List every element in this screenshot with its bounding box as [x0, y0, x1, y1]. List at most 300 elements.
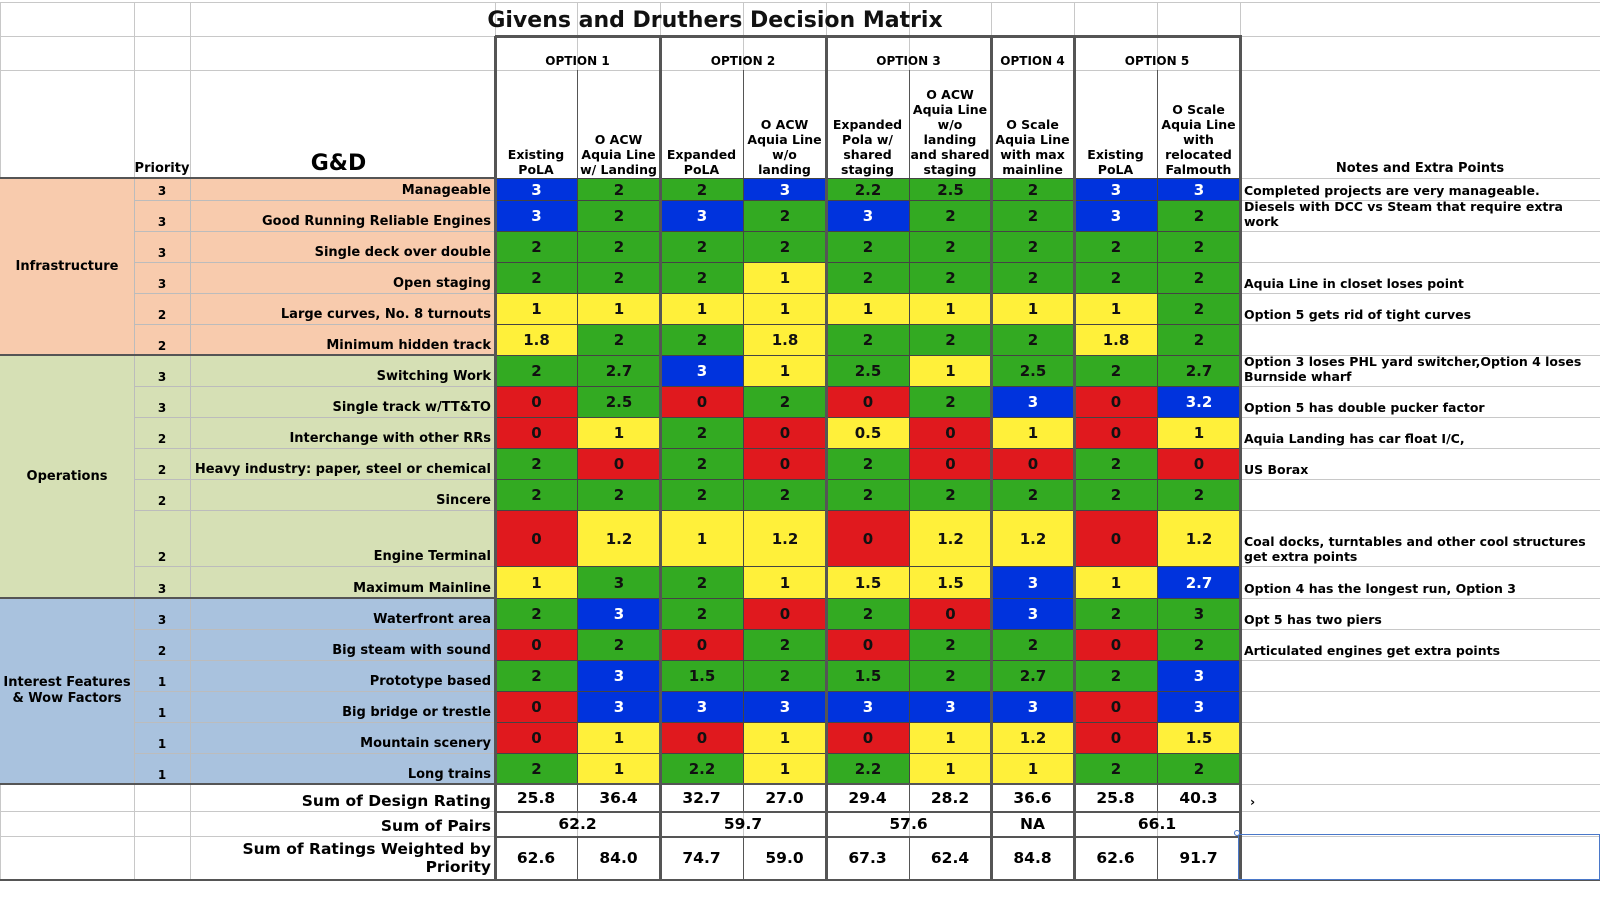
rating-cell[interactable]: 2 [991, 178, 1075, 201]
rating-cell[interactable]: 2 [909, 324, 992, 356]
rating-cell[interactable]: 3 [660, 355, 744, 387]
rating-cell[interactable]: 2 [909, 660, 992, 692]
rating-cell[interactable]: 2 [743, 660, 827, 692]
rating-cell[interactable]: 1 [909, 293, 992, 325]
rating-cell[interactable]: 2 [991, 262, 1075, 294]
option-group-header: OPTION 5 [1124, 54, 1190, 68]
rating-cell[interactable]: 2 [1157, 753, 1241, 785]
rating-cell[interactable]: 1.8 [495, 324, 578, 356]
rating-cell[interactable]: 1 [1074, 566, 1158, 599]
rating-cell[interactable]: 2.7 [991, 660, 1075, 692]
sum-weighted-value[interactable]: 84.8 [1013, 849, 1052, 867]
rating-cell[interactable]: 2.2 [660, 753, 744, 785]
rating-cell[interactable]: 1 [577, 293, 661, 325]
criterion-label: Manageable [401, 183, 491, 198]
grid-cell[interactable] [134, 836, 191, 881]
rating-cell[interactable]: 1 [909, 722, 992, 754]
rating-cell[interactable]: 1.8 [743, 324, 827, 356]
rating-cell[interactable]: 1 [1157, 417, 1241, 449]
priority-value: 2 [157, 494, 167, 508]
rating-cell[interactable]: 2 [577, 178, 661, 201]
option-group-header: OPTION 1 [545, 54, 610, 68]
note-text [1240, 691, 1600, 722]
sum-pairs-value[interactable]: NA [1020, 814, 1045, 833]
category-label: Interest Features & Wow Factors [3, 675, 131, 706]
rating-cell[interactable]: 1 [577, 753, 661, 785]
option-group-border [494, 36, 497, 880]
rating-cell[interactable]: 3 [1074, 178, 1158, 201]
rating-cell[interactable]: 2.7 [1157, 355, 1241, 387]
rating-cell[interactable]: 1 [495, 293, 578, 325]
sum-weighted-value[interactable]: 74.7 [682, 849, 721, 867]
selected-cell-outline[interactable] [1238, 834, 1600, 880]
rating-cell[interactable]: 3 [991, 691, 1075, 723]
grid-cell[interactable] [134, 36, 191, 71]
criterion-label: Long trains [407, 767, 491, 782]
rating-cell[interactable]: 3 [1157, 598, 1241, 630]
option-subheader: Existing PoLA [507, 147, 565, 177]
rating-cell[interactable]: 2 [743, 629, 827, 661]
criterion-label: Heavy industry: paper, steel or chemical [194, 462, 491, 477]
rating-cell[interactable]: 2 [1074, 660, 1158, 692]
grid-cell[interactable] [0, 836, 135, 881]
rating-cell[interactable]: 0 [826, 629, 910, 661]
rating-cell[interactable]: 1 [577, 722, 661, 754]
option-subheader: O Scale Aquia Line with max mainline [995, 117, 1070, 177]
sum-subdivider [909, 784, 910, 811]
option-group-border [825, 36, 828, 880]
rating-cell[interactable]: 2 [743, 386, 827, 418]
rating-cell[interactable]: 2 [1157, 200, 1241, 232]
criterion-label: Sincere [436, 493, 491, 508]
gd-header: G&D [310, 151, 367, 176]
rating-cell[interactable]: 2 [1074, 355, 1158, 387]
rating-cell[interactable]: 2 [577, 262, 661, 294]
rating-cell[interactable]: 2 [495, 479, 578, 511]
rating-cell[interactable]: 0 [495, 629, 578, 661]
header-subdivider [909, 70, 910, 178]
priority-value: 2 [157, 463, 167, 477]
rating-cell[interactable]: 0 [1074, 629, 1158, 661]
rating-cell[interactable]: 2 [495, 660, 578, 692]
sum-subdivider [1157, 836, 1158, 880]
grid-cell[interactable] [134, 784, 191, 812]
priority-value: 2 [157, 550, 167, 564]
rating-cell[interactable]: 2 [743, 479, 827, 511]
note-text: Opt 5 has two piers [1244, 612, 1382, 627]
rating-cell[interactable]: 2 [1074, 479, 1158, 511]
rating-cell[interactable]: 2 [660, 448, 744, 480]
sum-weighted-value[interactable]: 59.0 [765, 849, 804, 867]
rating-cell[interactable]: 1 [743, 566, 827, 599]
rating-cell[interactable]: 0 [743, 417, 827, 449]
note-text [1240, 660, 1600, 691]
rating-cell[interactable]: 0 [909, 448, 992, 480]
note-text [1240, 753, 1600, 784]
rating-cell[interactable]: 0 [495, 417, 578, 449]
rating-cell[interactable]: 3 [577, 598, 661, 630]
rating-cell[interactable]: 1 [743, 262, 827, 294]
sum-weighted-value[interactable]: 62.4 [930, 849, 970, 867]
rating-cell[interactable]: 0 [495, 386, 578, 418]
rating-cell[interactable]: 2 [660, 324, 744, 356]
rating-cell[interactable]: 1 [909, 753, 992, 785]
rating-cell[interactable]: 2 [991, 200, 1075, 232]
rating-cell[interactable]: 2 [991, 231, 1075, 263]
sum-pairs-border [495, 811, 1242, 813]
sum-design-note: › [1250, 794, 1256, 809]
rating-cell[interactable]: 0 [1074, 417, 1158, 449]
criterion-label: Single track w/TT&TO [332, 400, 491, 415]
sum-design-value[interactable]: 40.3 [1179, 788, 1218, 807]
rating-cell[interactable]: 2 [660, 598, 744, 630]
rating-cell[interactable]: 1.2 [1157, 510, 1241, 567]
rating-cell[interactable]: 1.2 [991, 510, 1075, 567]
rating-cell[interactable]: 1 [577, 417, 661, 449]
rating-cell[interactable]: 3 [1157, 660, 1241, 692]
rating-cell[interactable]: 3 [991, 598, 1075, 630]
rating-cell[interactable]: 2 [743, 231, 827, 263]
note-text: Option 3 loses PHL yard switcher,Option 4 loses Burnside wharf [1244, 354, 1582, 384]
sum-weighted-value[interactable]: 91.7 [1179, 849, 1218, 867]
rating-cell[interactable]: 1.2 [743, 510, 827, 567]
sum-weighted-value[interactable]: 62.6 [1096, 849, 1135, 867]
rating-cell[interactable]: 2.2 [826, 178, 910, 201]
rating-cell[interactable]: 0 [743, 598, 827, 630]
rating-cell[interactable]: 2 [660, 231, 744, 263]
priority-value: 1 [157, 737, 167, 751]
rating-cell[interactable]: 2.5 [826, 355, 910, 387]
grid-cell[interactable] [0, 70, 135, 179]
rating-cell[interactable]: 2 [991, 324, 1075, 356]
rating-cell[interactable]: 2 [909, 386, 992, 418]
rating-cell[interactable]: 2 [1074, 231, 1158, 263]
priority-value: 2 [157, 339, 167, 353]
rating-cell[interactable]: 2.5 [577, 386, 661, 418]
rating-cell[interactable]: 3 [909, 691, 992, 723]
rating-cell[interactable]: 2 [1074, 448, 1158, 480]
sum-pairs-value[interactable]: 62.2 [558, 814, 597, 833]
rating-cell[interactable]: 2 [1157, 262, 1241, 294]
rating-cell[interactable]: 2.5 [909, 178, 992, 201]
rating-cell[interactable]: 2 [991, 629, 1075, 661]
rating-cell[interactable]: 3 [495, 200, 578, 232]
selection-handle[interactable] [1234, 830, 1240, 836]
rating-cell[interactable]: 2 [826, 598, 910, 630]
sum-design-value[interactable]: 28.2 [930, 788, 970, 807]
rating-cell[interactable]: 1.5 [826, 660, 910, 692]
rating-cell[interactable]: 0 [826, 386, 910, 418]
rating-cell[interactable]: 1.2 [909, 510, 992, 567]
priority-value: 2 [157, 308, 167, 322]
rating-cell[interactable]: 1.2 [991, 722, 1075, 754]
priority-value: 3 [157, 277, 167, 291]
rating-cell[interactable]: 2 [1074, 598, 1158, 630]
option-group-header: OPTION 3 [876, 54, 941, 68]
sum-pairs-label: Sum of Pairs [380, 817, 491, 835]
rating-cell[interactable]: 0 [909, 598, 992, 630]
rating-cell[interactable]: 1 [660, 510, 744, 567]
note-text [1240, 479, 1600, 510]
criterion-label: Open staging [392, 276, 491, 291]
rating-cell[interactable]: 0 [1074, 691, 1158, 723]
sum-subdivider [743, 784, 744, 811]
rating-cell[interactable]: 0 [495, 691, 578, 723]
rating-cell[interactable]: 2 [1157, 231, 1241, 263]
sum-design-value[interactable]: 32.7 [682, 788, 721, 807]
rating-cell[interactable]: 2 [909, 262, 992, 294]
rating-cell[interactable]: 2 [495, 753, 578, 785]
rating-cell[interactable]: 1 [743, 753, 827, 785]
option-subheader: Existing PoLA [1087, 147, 1144, 177]
rating-cell[interactable]: 2 [1157, 293, 1241, 325]
note-text [1240, 231, 1600, 262]
option-top-border [495, 35, 1242, 38]
grid-cell[interactable] [1240, 2, 1600, 37]
grid-cell[interactable] [0, 784, 135, 812]
sum-design-value[interactable]: 36.4 [599, 788, 638, 807]
rating-cell[interactable]: 2 [495, 231, 578, 263]
sum-design-value[interactable]: 25.8 [1096, 788, 1135, 807]
option-group-border [1239, 36, 1242, 880]
rating-cell[interactable]: 0 [1074, 510, 1158, 567]
note-text: Aquia Landing has car float I/C, [1244, 431, 1465, 446]
rating-cell[interactable]: 2 [991, 479, 1075, 511]
criterion-label: Good Running Reliable Engines [261, 214, 491, 229]
rating-cell[interactable]: 0 [826, 722, 910, 754]
rating-cell[interactable]: 1 [909, 355, 992, 387]
sum-subdivider [909, 836, 910, 880]
grid-cell[interactable] [1240, 36, 1600, 71]
rating-cell[interactable]: 3 [577, 566, 661, 599]
rating-cell[interactable]: 2 [826, 262, 910, 294]
sum-weighted-value[interactable]: 67.3 [848, 849, 887, 867]
rating-cell[interactable]: 1.2 [577, 510, 661, 567]
rating-cell[interactable]: 2 [495, 448, 578, 480]
note-text: US Borax [1244, 462, 1309, 477]
rating-cell[interactable]: 2 [826, 324, 910, 356]
rating-cell[interactable]: 0 [909, 417, 992, 449]
page-title: Givens and Druthers Decision Matrix [487, 7, 943, 33]
rating-cell[interactable]: 2.2 [826, 753, 910, 785]
grid-cell[interactable] [134, 811, 191, 837]
rating-cell[interactable]: 1.5 [826, 566, 910, 599]
sum-subdivider [577, 836, 578, 880]
sum-weighted-value[interactable]: 62.6 [516, 849, 556, 867]
note-text: Articulated engines get extra points [1244, 643, 1501, 658]
note-text [1240, 324, 1600, 355]
sum-pairs-value[interactable]: 59.7 [723, 814, 763, 833]
rating-cell[interactable]: 0 [660, 722, 744, 754]
rating-cell[interactable]: 1 [991, 753, 1075, 785]
sum-weighted-value[interactable]: 84.0 [599, 849, 638, 867]
rating-cell[interactable]: 0 [577, 448, 661, 480]
rating-cell[interactable]: 3 [991, 386, 1075, 418]
rating-cell[interactable]: 1 [495, 566, 578, 599]
rating-cell[interactable]: 2 [577, 231, 661, 263]
priority-value: 2 [157, 644, 167, 658]
grid-cell[interactable] [0, 2, 135, 37]
rating-cell[interactable]: 3 [826, 691, 910, 723]
priority-value: 3 [157, 184, 167, 198]
criterion-label: Interchange with other RRs [289, 431, 491, 446]
rating-cell[interactable]: 1.8 [1074, 324, 1158, 356]
priority-value: 3 [157, 246, 167, 260]
rating-cell[interactable]: 2 [660, 262, 744, 294]
criterion-label: Single deck over double [314, 245, 491, 260]
notes-header: Notes and Extra Points [1335, 161, 1505, 176]
note-text: Option 5 gets rid of tight curves [1244, 307, 1472, 322]
rating-cell[interactable]: 2 [1074, 262, 1158, 294]
rating-cell[interactable]: 1.5 [1157, 722, 1241, 754]
option-subheader: O ACW Aquia Line w/o landing [747, 117, 822, 177]
rating-cell[interactable]: 2 [660, 178, 744, 201]
sum-design-value[interactable]: 27.0 [765, 788, 804, 807]
grid-cell[interactable] [190, 36, 496, 71]
criterion-label: Minimum hidden track [326, 338, 491, 353]
rating-cell[interactable]: 2.7 [1157, 566, 1241, 599]
rating-cell[interactable]: 0 [1074, 722, 1158, 754]
rating-cell[interactable]: 3 [826, 200, 910, 232]
rating-cell[interactable]: 1 [826, 293, 910, 325]
criterion-label: Maximum Mainline [353, 581, 491, 596]
rating-cell[interactable]: 2 [495, 262, 578, 294]
option-group-border [1073, 36, 1076, 880]
rating-cell[interactable]: 1 [991, 417, 1075, 449]
rating-cell[interactable]: 2 [495, 355, 578, 387]
option-subheader: O ACW Aquia Line w/ Landing [580, 132, 657, 177]
rating-cell[interactable]: 1 [1074, 293, 1158, 325]
criterion-label: Engine Terminal [373, 549, 491, 564]
rating-cell[interactable]: 3 [660, 200, 744, 232]
sum-subdivider [577, 784, 578, 811]
rating-cell[interactable]: 1.5 [909, 566, 992, 599]
rating-cell[interactable]: 2 [909, 479, 992, 511]
grid-cell[interactable] [0, 811, 135, 837]
grid-cell[interactable] [134, 2, 191, 37]
rating-cell[interactable]: 3 [1157, 178, 1241, 201]
rating-cell[interactable]: 2 [577, 629, 661, 661]
sum-design-value[interactable]: 25.8 [516, 788, 556, 807]
rating-cell[interactable]: 2 [826, 231, 910, 263]
note-text: Diesels with DCC vs Steam that require extra work [1244, 199, 1563, 229]
rating-cell[interactable]: 0 [743, 448, 827, 480]
sum-subdivider [1157, 784, 1158, 811]
priority-value: 3 [157, 582, 167, 596]
rating-cell[interactable]: 2 [660, 479, 744, 511]
sum-subdivider [743, 836, 744, 880]
rating-cell[interactable]: 3.2 [1157, 386, 1241, 418]
note-text: Completed projects are very manageable. [1244, 183, 1540, 198]
rating-cell[interactable]: 0 [826, 510, 910, 567]
rating-cell[interactable]: 2.5 [991, 355, 1075, 387]
priority-value: 1 [157, 768, 167, 782]
sum-design-value[interactable]: 29.4 [848, 788, 887, 807]
note-text: Aquia Line in closet loses point [1244, 276, 1464, 291]
rating-cell[interactable]: 0 [1074, 386, 1158, 418]
rating-cell[interactable]: 2 [909, 629, 992, 661]
option-group-header: OPTION 4 [1000, 54, 1065, 68]
rating-cell[interactable]: 0 [495, 510, 578, 567]
sum-pairs-value[interactable]: 66.1 [1137, 814, 1177, 833]
rating-cell[interactable]: 2 [909, 200, 992, 232]
option-subheader: O ACW Aquia Line w/o landing and shared staging [910, 87, 990, 177]
rating-cell[interactable]: 2 [577, 324, 661, 356]
rating-cell[interactable]: 2 [1074, 753, 1158, 785]
rating-cell[interactable]: 3 [577, 660, 661, 692]
note-text [1240, 722, 1600, 753]
priority-value: 1 [157, 706, 167, 720]
rating-cell[interactable]: 2 [826, 479, 910, 511]
criterion-label: Mountain scenery [360, 736, 491, 751]
note-text: Coal docks, turntables and other cool structures get extra points [1244, 534, 1586, 564]
rating-cell[interactable]: 2 [660, 566, 744, 599]
rating-cell[interactable]: 3 [577, 691, 661, 723]
category-label: Operations [26, 468, 108, 484]
criterion-label: Prototype based [369, 674, 491, 689]
rating-cell[interactable]: 2 [577, 200, 661, 232]
rating-cell[interactable]: 2 [1157, 479, 1241, 511]
option-subheader: Expanded Pola w/ shared staging [832, 117, 903, 177]
rating-cell[interactable]: 1.5 [660, 660, 744, 692]
rating-cell[interactable]: 1 [743, 355, 827, 387]
rating-cell[interactable]: 3 [660, 691, 744, 723]
grid-cell[interactable] [0, 36, 135, 71]
rating-cell[interactable]: 2 [826, 448, 910, 480]
rating-cell[interactable]: 2 [660, 417, 744, 449]
option-subheader: O Scale Aquia Line with relocated Falmouth [1161, 102, 1236, 177]
rating-cell[interactable]: 3 [743, 691, 827, 723]
priority-value: 3 [157, 370, 167, 384]
rating-cell[interactable]: 3 [743, 178, 827, 201]
rating-cell[interactable]: 2 [743, 200, 827, 232]
rating-cell[interactable]: 0 [660, 629, 744, 661]
sum-weighted-border [495, 836, 1242, 838]
rating-cell[interactable]: 3 [495, 178, 578, 201]
sum-design-label: Sum of Design Rating [301, 792, 491, 810]
rating-cell[interactable]: 1 [660, 293, 744, 325]
rating-cell[interactable]: 2 [577, 479, 661, 511]
sum-weighted-label: Sum of Ratings Weighted by Priority [242, 839, 491, 876]
rating-cell[interactable]: 1 [743, 293, 827, 325]
sum-design-value[interactable]: 36.6 [1013, 788, 1052, 807]
criterion-label: Switching Work [376, 369, 491, 384]
note-text: Option 4 has the longest run, Option 3 [1244, 581, 1516, 596]
rating-cell[interactable]: 0 [660, 386, 744, 418]
rating-cell[interactable]: 1 [743, 722, 827, 754]
option-group-border [659, 36, 662, 880]
rating-cell[interactable]: 3 [1157, 691, 1241, 723]
option-group-border [990, 36, 993, 880]
rating-cell[interactable]: 3 [1074, 200, 1158, 232]
criterion-label: Big bridge or trestle [342, 705, 491, 720]
rating-cell[interactable]: 2.7 [577, 355, 661, 387]
rating-cell[interactable]: 2 [1157, 324, 1241, 356]
rating-cell[interactable]: 1 [991, 293, 1075, 325]
priority-value: 3 [157, 401, 167, 415]
rating-cell[interactable]: 0.5 [826, 417, 910, 449]
sum-top-border [495, 783, 1242, 785]
category-label: Infrastructure [15, 258, 119, 274]
rating-cell[interactable]: 0 [495, 722, 578, 754]
sum-pairs-value[interactable]: 57.6 [889, 814, 928, 833]
rating-cell[interactable]: 0 [991, 448, 1075, 480]
rating-cell[interactable]: 2 [909, 231, 992, 263]
rating-cell[interactable]: 0 [1157, 448, 1241, 480]
rating-cell[interactable]: 2 [495, 598, 578, 630]
rating-cell[interactable]: 3 [991, 566, 1075, 599]
rating-cell[interactable]: 2 [1157, 629, 1241, 661]
